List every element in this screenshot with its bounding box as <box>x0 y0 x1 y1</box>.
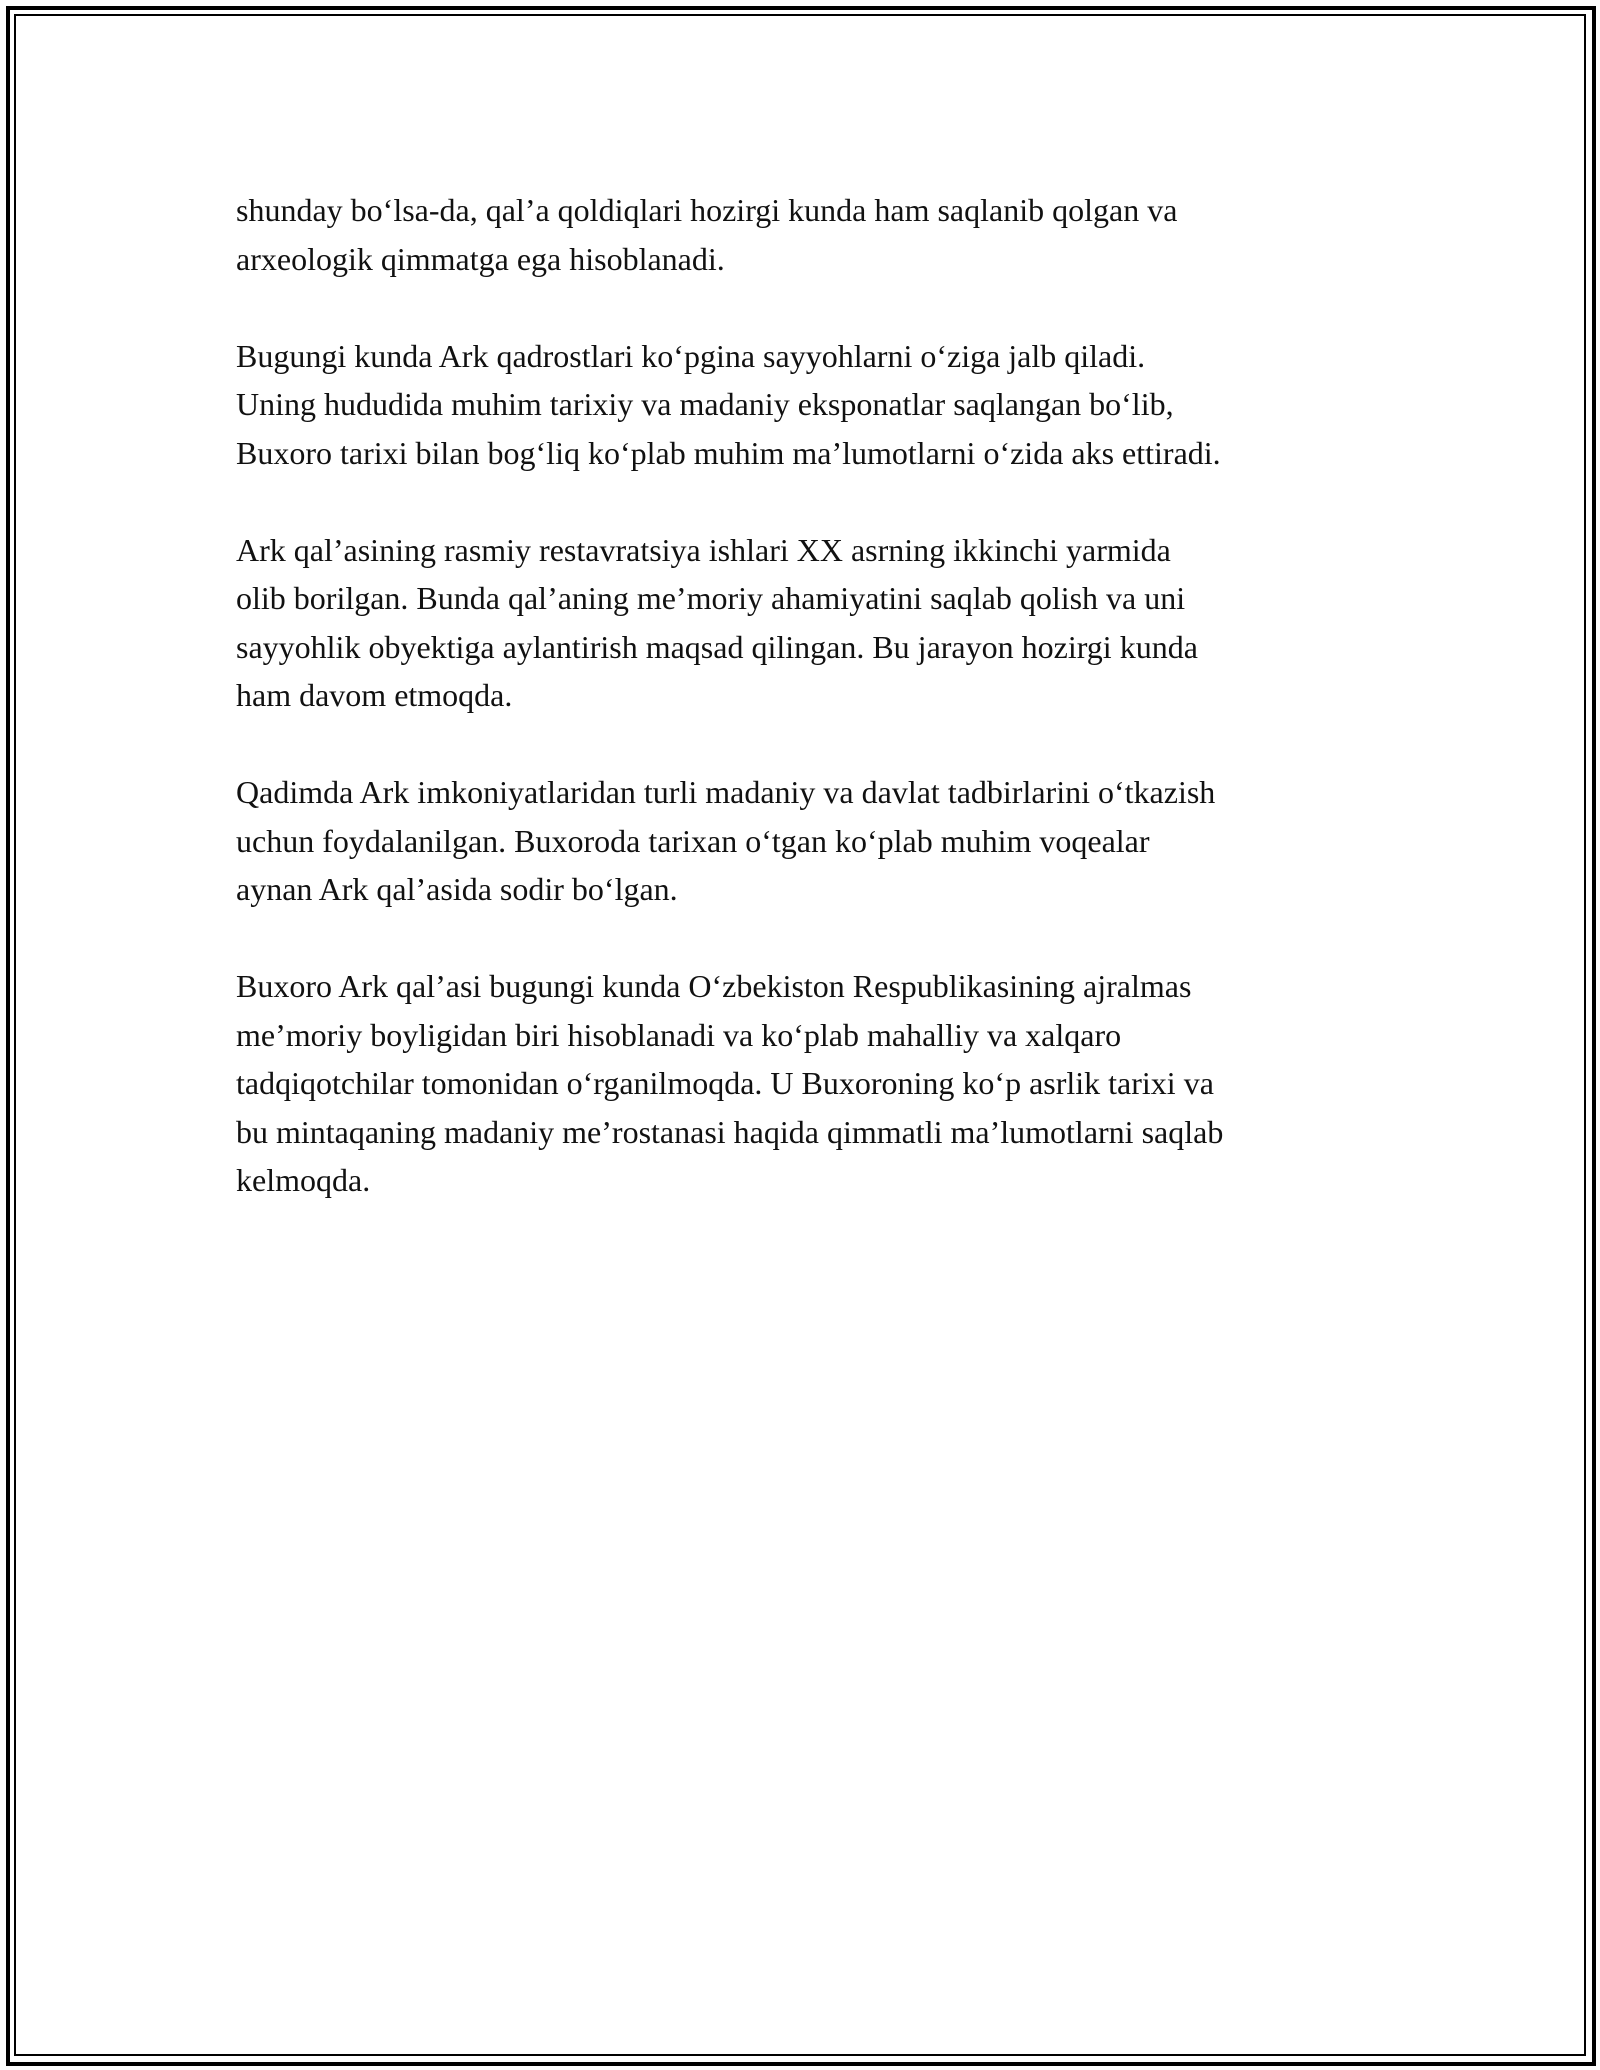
paragraph-3 <box>236 526 1386 720</box>
text-line: me’moriy boyligidan biri hisoblanadi va ko‘plab mahalliy va xalqaro <box>236 1016 1122 1053</box>
text-line: ham davom etmoqda. <box>236 677 513 713</box>
text-line: uchun foydalanilgan. Buxoroda tarixan o‘tgan ko‘plab muhim voqealar <box>236 822 1150 859</box>
document-body <box>236 186 1386 1253</box>
text-line: Buxoro tarixi bilan bog‘liq ko‘plab muhim ma’lumotlarni o‘zida aks ettiradi. <box>236 434 1221 471</box>
paragraph-4 <box>236 768 1386 914</box>
text-line: Qadimda Ark imkoniyatlaridan turli madaniy va davlat tadbirlarini o‘tkazish <box>236 774 1216 810</box>
paragraph-5 <box>236 962 1386 1205</box>
text-line: shunday bo‘lsa-da, qal’a qoldiqlari hozirgi kunda ham saqlanib qolgan va <box>236 192 1178 228</box>
text-line: bu mintaqaning madaniy me’rostanasi haqida qimmatli ma’lumotlarni saqlab <box>236 1113 1224 1150</box>
paragraph-2 <box>236 332 1386 478</box>
text-line: arxeologik qimmatga ega hisoblanadi. <box>236 240 725 277</box>
text-line: olib borilgan. Bunda qal’aning me’moriy ahamiyatini saqlab qolish va uni <box>236 580 1186 616</box>
text-line: aynan Ark qal’asida sodir bo‘lgan. <box>236 871 678 907</box>
text-line: Uning hududida muhim tarixiy va madaniy eksponatlar saqlangan bo‘lib, <box>236 386 1174 422</box>
text-line: Ark qal’asining rasmiy restavratsiya ishlari XX asrning ikkinchi yarmida <box>236 531 1171 568</box>
text-line: sayyohlik obyektiga aylantirish maqsad qilingan. Bu jarayon hozirgi kunda <box>236 628 1198 665</box>
text-line: Bugungi kunda Ark qadrostlari ko‘pgina sayyohlarni o‘ziga jalb qiladi. <box>236 337 1146 374</box>
text-line: Buxoro Ark qal’asi bugungi kunda O‘zbekiston Respublikasining ajralmas <box>236 968 1192 1004</box>
text-line: kelmoqda. <box>236 1162 371 1198</box>
paragraph-1 <box>236 186 1386 283</box>
text-line: tadqiqotchilar tomonidan o‘rganilmoqda. U Buxoroning ko‘p asrlik tarixi va <box>236 1065 1214 1101</box>
